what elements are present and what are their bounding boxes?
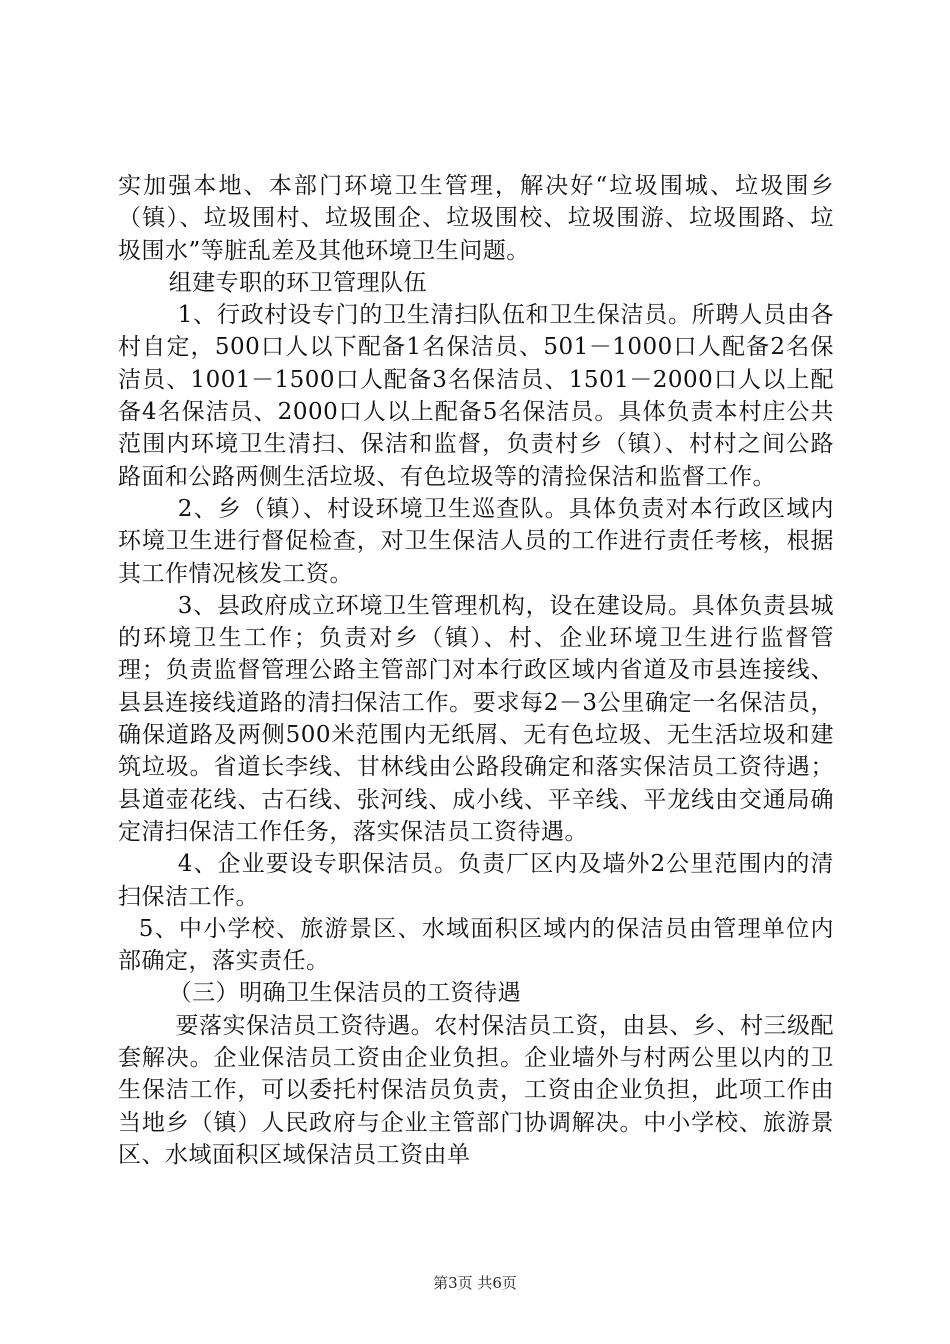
section-heading-wages: （三）明确卫生保洁员的工资待遇 (168, 980, 522, 1007)
paragraph-continuation: 实加强本地、本部门环境卫生管理，解决好“垃圾围城、垃圾围乡（镇）、垃圾围村、垃圾围企、垃圾围校、垃圾围游、垃圾围路、垃圾围水”等脏乱差及其他环境卫生问题。 (118, 173, 834, 264)
section-heading-sanitation-team: 组建专职的环卫管理队伍 (168, 269, 428, 296)
paragraph-item-1: 1、行政村设专门的卫生清扫队伍和卫生保洁员。所聘人员由各村自定，500口人以下配备1名保洁员、501－1000口人配备2名保洁员、1001－1500口人配备3名保洁员、1501－2000口人以上配备4名保洁员、2000口人以上配备5名保洁员。具体负责本村庄公共范围内环境卫生清扫、保洁和监督，负责村乡（镇）、村村之间公路路面和公路两侧生活垃圾、有色垃圾等的清捡保洁和监督工作。 (118, 302, 834, 490)
paragraph-item-5: 5、中小学校、旅游景区、水域面积区域内的保洁员由管理单位内部确定，落实责任。 (118, 915, 834, 975)
document-body (118, 170, 834, 1171)
paragraph-item-2: 2、乡（镇）、村设环境卫生巡查队。具体负责对本行政区域内环境卫生进行督促检查，对卫生保洁人员的工作进行责任考核，根据其工作情况核发工资。 (118, 495, 834, 587)
page-footer: 第3页 共6页 (433, 1274, 517, 1292)
paragraph-item-4: 4、企业要设专职保洁员。负责厂区内及墙外2公里范围内的清扫保洁工作。 (118, 851, 834, 910)
paragraph-wages: 要落实保洁员工资待遇。农村保洁员工资，由县、乡、村三级配套解决。企业保洁员工资由企业负担。企业墙外与村两公里以内的卫生保洁工作，可以委托村保洁员负责，工资由企业负担，此项工作由当地乡（镇）人民政府与企业主管部门协调解决。中小学校、旅游景区、水域面积区域保洁员工资由单 (118, 1012, 834, 1168)
paragraph-item-3: 3、县政府成立环境卫生管理机构，设在建设局。具体负责县城的环境卫生工作；负责对乡（镇）、村、企业环境卫生进行监督管理；负责监督管理公路主管部门对本行政区域内省道及市县连接线、县县连接线道路的清扫保洁工作。要求每2－3公里确定一名保洁员，确保道路及两侧500米范围内无纸屑、无有色垃圾、无生活垃圾和建筑垃圾。省道长李线、甘林线由公路段确定和落实保洁员工资待遇；县道壶花线、古石线、张河线、成小线、平辛线、平龙线由交通局确定清扫保洁工作任务，落实保洁员工资待遇。 (118, 592, 834, 845)
